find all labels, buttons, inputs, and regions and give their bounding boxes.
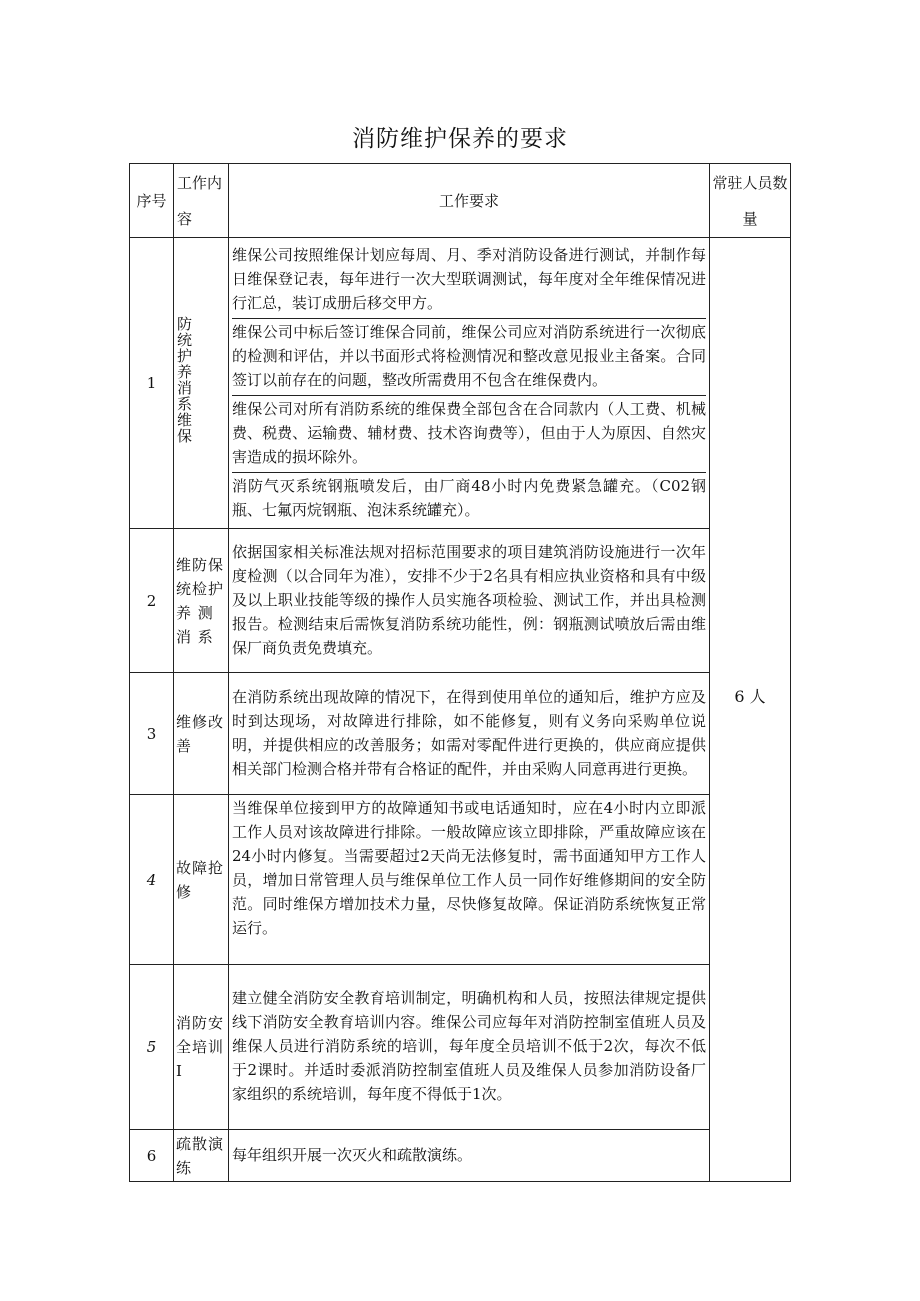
row-requirements [229,1130,710,1182]
header-num: 序号 [130,164,174,238]
row-number: 1 [130,238,174,529]
requirement-text: 消防气灭系统钢瓶喷发后，由厂商48小时内免费紧急罐充。（C02钢瓶、七氟丙烷钢瓶、泡沫系统罐充）。 [232,472,706,525]
staff-value: 6 人 [734,687,766,706]
row-requirements [229,529,710,673]
row-item: 维修改善 [174,673,229,795]
row-requirements [229,673,710,795]
row-number: 6 [130,1130,174,1182]
table-row [130,673,791,795]
row-item: 维防保统检护 养 测 消 系 [174,529,229,673]
row-number: 5 [130,965,174,1130]
row-item-text: 防统护养消系维保 [175,315,193,444]
row-item: 消防安全培训 I [174,965,229,1130]
table-row [130,965,791,1130]
row-number: 3 [130,673,174,795]
requirement-text: 建立健全消防安全教育培训制定，明确机构和人员，按照法律规定提供线下消防安全教育培训内容。维保公司应每年对消防控制室值班人员及维保人员进行消防系统的培训，每年度全员培训不低于2次，每次不低于2课时。并适时委派消防控制室值班人员及维保人员参加消防设备厂家组织的系统培训，每年度不得低于1次。 [232,989,706,1103]
requirement-text: 维保公司对所有消防系统的维保费全部包含在合同款内（人工费、机械费、税费、运输费、辅材费、技术咨询费等），但由于人为原因、自然灾害造成的损坏除外。 [232,395,706,472]
page-title: 消防维护保养的要求 [352,126,568,152]
row-item [174,238,229,529]
row-number: 2 [130,529,174,673]
requirement-text: 每年组织开展一次灭火和疏散演练。 [232,1145,473,1164]
requirement-text: 维保公司按照维保计划应每周、月、季对消防设备进行测试，并制作每日维保登记表，每年进行一次大型联调测试，每年度对全年维保情况进行汇总，装订成册后移交甲方。 [232,245,706,312]
row-item: 疏散演练 [174,1130,229,1182]
row-requirements [229,795,710,965]
table-row [130,795,791,965]
header-requirement: 工作要求 [229,164,710,238]
requirement-text: 在消防系统出现故障的情况下，在得到使用单位的通知后，维护方应及时到达现场，对故障进行排除，如不能修复，则有义务向采购单位说明，并提供相应的改善服务；如需对零配件进行更换的，供应商应提供相关部门检测合格并带有合格证的配件，并由采购人同意再进行更换。 [232,687,706,778]
row-item: 故障抢修 [174,795,229,965]
row-requirements [229,238,710,529]
row-requirements [229,965,710,1130]
requirement-text: 依据国家相关标准法规对招标范围要求的项目建筑消防设施进行一次年度检测（以合同年为准），安排不少于2名具有相应执业资格和具有中级及以上职业技能等级的操作人员实施各项检验、测试工作，并出具检测报告。检测结束后需恢复消防系统功能性，例：钢瓶测试喷放后需由维保厂商负责免费填充。 [232,542,706,657]
row-number: 4 [130,795,174,965]
header-staff: 常驻人员数量 [710,164,791,238]
table-row [130,238,791,529]
requirement-text: 当维保单位接到甲方的故障通知书或电话通知时，应在4小时内立即派工作人员对该故障进行排除。一般故障应该立即排除，严重故障应该在24小时内修复。当需要超过2天尚无法修复时，需书面通知甲方工作人员，增加日常管理人员与维保单位工作人员一同作好维修期间的安全防范。同时维保方增加技术力量，尽快修复故障。保证消防系统恢复正常运行。 [232,799,706,937]
header-item: 工作内容 [174,164,229,238]
requirement-text: 维保公司中标后签订维保合同前，维保公司应对消防系统进行一次彻底的检测和评估，并以书面形式将检测情况和整改意见报业主备案。合同签订以前存在的问题，整改所需费用不包含在维保费内。 [232,318,706,395]
header-row [130,164,791,238]
table-row [130,529,791,673]
requirements-table [129,163,791,1182]
table-row [130,1130,791,1182]
staff-cell [710,238,791,1182]
